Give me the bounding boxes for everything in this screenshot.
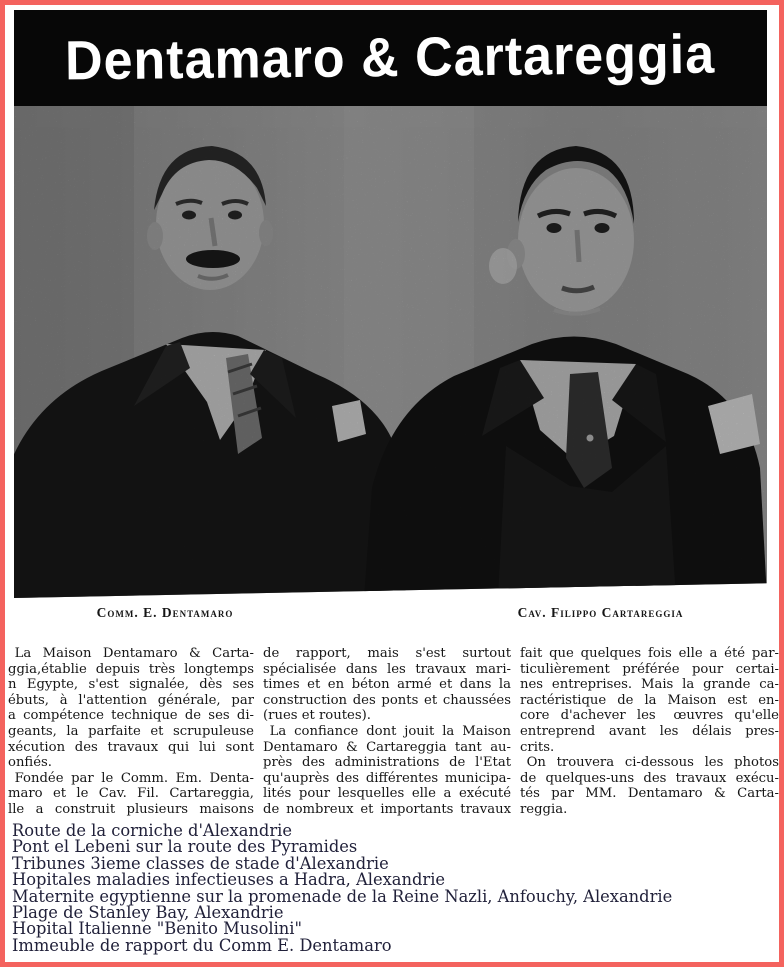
article-column <box>8 646 254 818</box>
worklist-item: Hopitales maladies infectieuses a Hadra, Alexandrie <box>12 870 446 890</box>
page-title: Dentamaro & Cartareggia <box>65 23 716 93</box>
worklist-item: Route de la corniche d'Alexandrie <box>12 821 292 840</box>
worklist-item: Hopital Italienne "Benito Musolini" <box>12 919 302 939</box>
article-line: times et en béton armé et dans la <box>263 677 511 693</box>
article-line: tés par MM. Dentamaro & Carta- <box>520 786 779 802</box>
article-line: (rues et routes). <box>263 708 371 724</box>
article-line: a compétence technique de ses di- <box>8 708 254 724</box>
article-line: ticulièrement préférée pour certai- <box>520 661 779 677</box>
article-line: La Maison Dentamaro & Carta- <box>8 646 254 661</box>
article-line: de nombreux et importants travaux <box>263 801 511 817</box>
article-line: ractéristique de la Maison est en- <box>520 692 779 708</box>
article-line: ébuts, à l'attention générale, par <box>8 692 254 708</box>
caption-dentamaro: Comm. E. Dentamaro <box>96 605 234 620</box>
article-line: n Egypte, s'est signalée, dès ses <box>8 677 254 693</box>
worklist-item: Pont el Lebeni sur la route des Pyramides <box>12 837 358 857</box>
worklist <box>12 823 774 954</box>
article-line: xécution des travaux qui lui sont <box>8 739 254 755</box>
article-line: core d'achever les œuvres qu'elle <box>520 708 779 724</box>
article-line: qu'auprès des différentes municipa- <box>263 770 511 786</box>
worklist-item: Maternite egyptienne sur la promenade de la Reine Nazli, Anfouchy, Alexandrie <box>12 886 673 906</box>
worklist-item: Plage de Stanley Bay, Alexandrie <box>12 903 284 923</box>
article-line: On trouvera ci-dessous les photos <box>520 755 779 771</box>
portrait-photo-illustration <box>14 106 767 598</box>
article-line: ggia,établie depuis très longtemps <box>8 661 254 677</box>
article-line: construction des ponts et chaussées <box>263 692 511 708</box>
article-line: lités pour lesquelles elle a exécuté <box>263 786 511 802</box>
article-line: entreprend avant les délais pres- <box>520 723 779 739</box>
worklist-item: Tribunes 3ieme classes de stade d'Alexandrie <box>12 853 389 873</box>
article-line: crits. <box>520 739 555 755</box>
article-line: geants, la parfaite et scrupuleuse <box>8 723 254 739</box>
portrait-photo <box>14 106 767 598</box>
article-line: spécialisée dans les travaux mari- <box>263 661 511 677</box>
article-line: près des administrations de l'Etat <box>263 755 511 771</box>
article-line: La confiance dont jouit la Maison <box>263 723 511 739</box>
article-line: Fondée par le Comm. Em. Denta- <box>8 770 254 786</box>
article-column <box>263 646 511 818</box>
article-columns <box>8 646 779 818</box>
article-column <box>520 646 779 818</box>
article-line: de rapport, mais s'est surtout <box>263 646 511 661</box>
article-line: fait que quelques fois elle a été par- <box>520 646 779 661</box>
article-line: Dentamaro & Cartareggia tant au- <box>263 739 511 755</box>
article-line: nes entreprises. Mais la grande ca- <box>520 677 779 693</box>
article-line: maro et le Cav. Fil. Cartareggia, <box>8 786 254 802</box>
article-line: lle a construit plusieurs maisons <box>8 801 254 817</box>
article-line: de quelques-uns des travaux exécu- <box>520 770 779 786</box>
caption-cartareggia: Cav. Filippo Cartareggia <box>517 605 684 620</box>
masthead-banner <box>14 10 767 106</box>
worklist-item: Immeuble de rapport du Comm E. Dentamaro <box>12 935 392 955</box>
article-line: onfiés. <box>8 755 52 771</box>
article-line: reggia. <box>520 801 568 817</box>
